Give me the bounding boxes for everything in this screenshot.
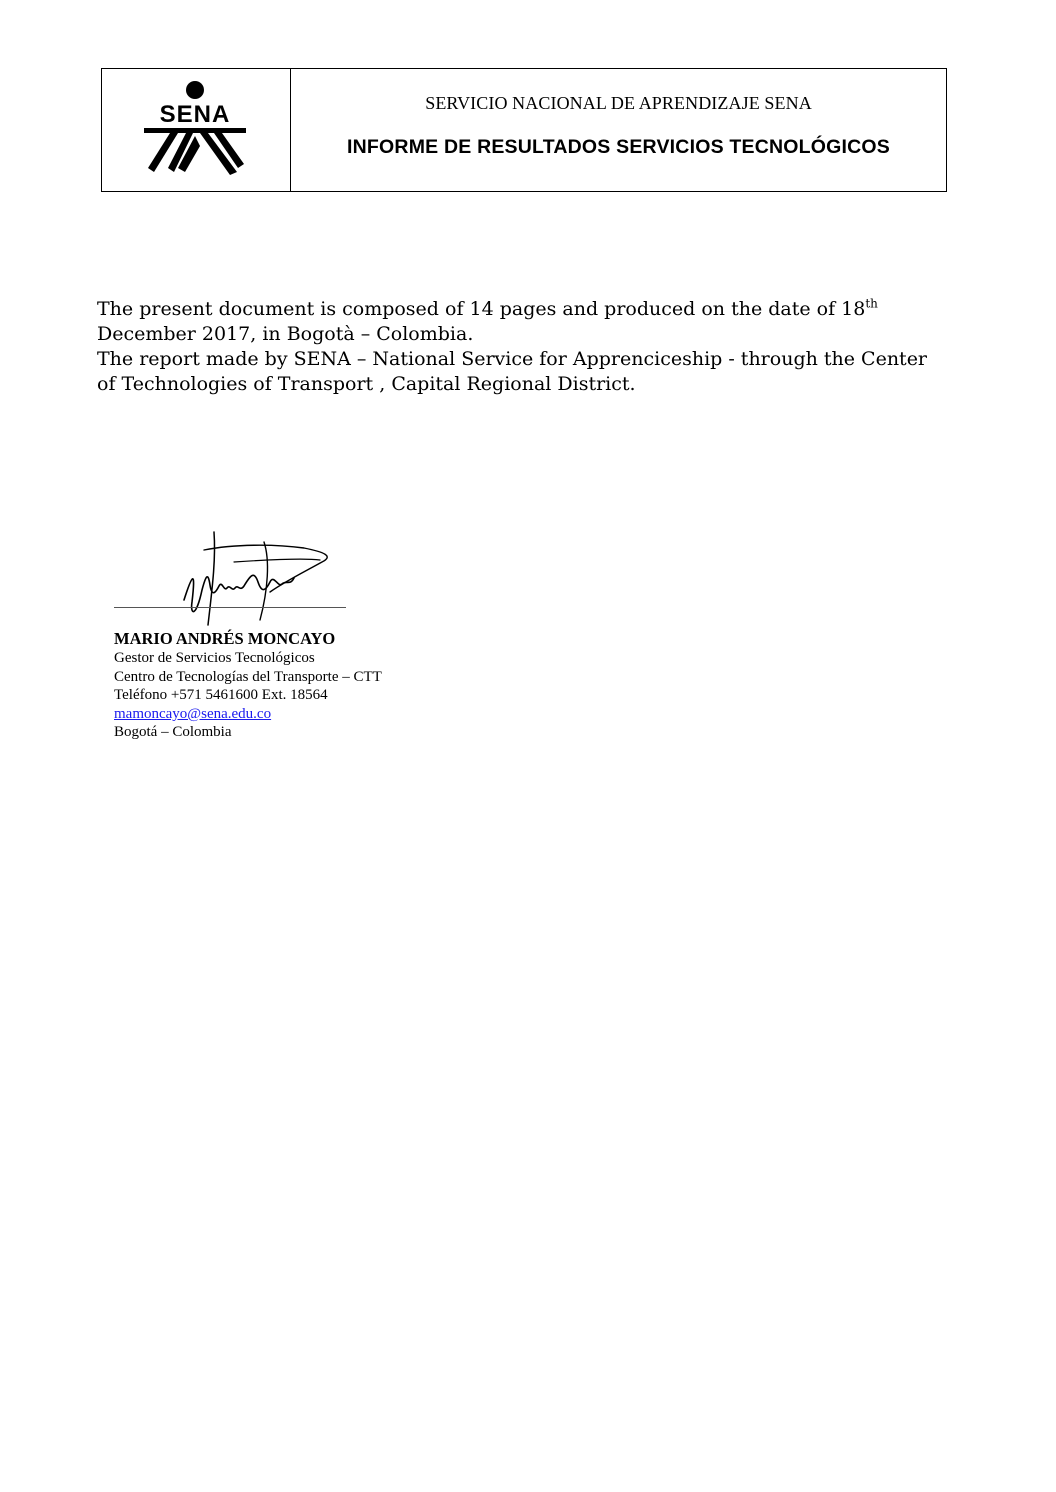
paragraph-report-origin: The report made by SENA – National Service for Apprenciceship - through the Center of Technologies of Transport , Capital Regional District. — [97, 348, 928, 395]
signatory-email-link[interactable]: mamoncayo@sena.edu.co — [114, 705, 272, 722]
signatory-center: Centro de Tecnologías del Transporte – CTT — [114, 668, 382, 685]
document-header — [101, 68, 947, 192]
sena-logo — [140, 80, 252, 180]
signatory-name: MARIO ANDRÉS MONCAYO — [114, 629, 336, 648]
logo-text: SENA — [159, 101, 231, 128]
document-body — [97, 297, 947, 397]
signatory-role: Gestor de Servicios Tecnológicos — [114, 650, 315, 666]
signature-line — [114, 607, 346, 608]
paragraph-composition-text: The present document is composed of 14 pages and produced on the date of 18 — [97, 298, 866, 320]
signatory-location: Bogotá – Colombia — [114, 724, 232, 741]
signatory-details — [114, 629, 382, 742]
signatory-phone: Teléfono +571 5461600 Ext. 18564 — [114, 687, 328, 704]
paragraph-composition-date: December 2017, in Bogotà – Colombia. — [97, 323, 474, 345]
paragraph-composition — [97, 297, 947, 347]
logo-cell — [102, 69, 291, 191]
handwritten-signature — [174, 530, 394, 630]
ordinal-suffix: th — [865, 296, 878, 311]
report-title: INFORME DE RESULTADOS SERVICIOS TECNOLÓGICOS — [347, 136, 890, 158]
signature-block — [114, 530, 534, 750]
title-cell — [291, 69, 946, 191]
organization-name: SERVICIO NACIONAL DE APRENDIZAJE SENA — [425, 93, 812, 113]
